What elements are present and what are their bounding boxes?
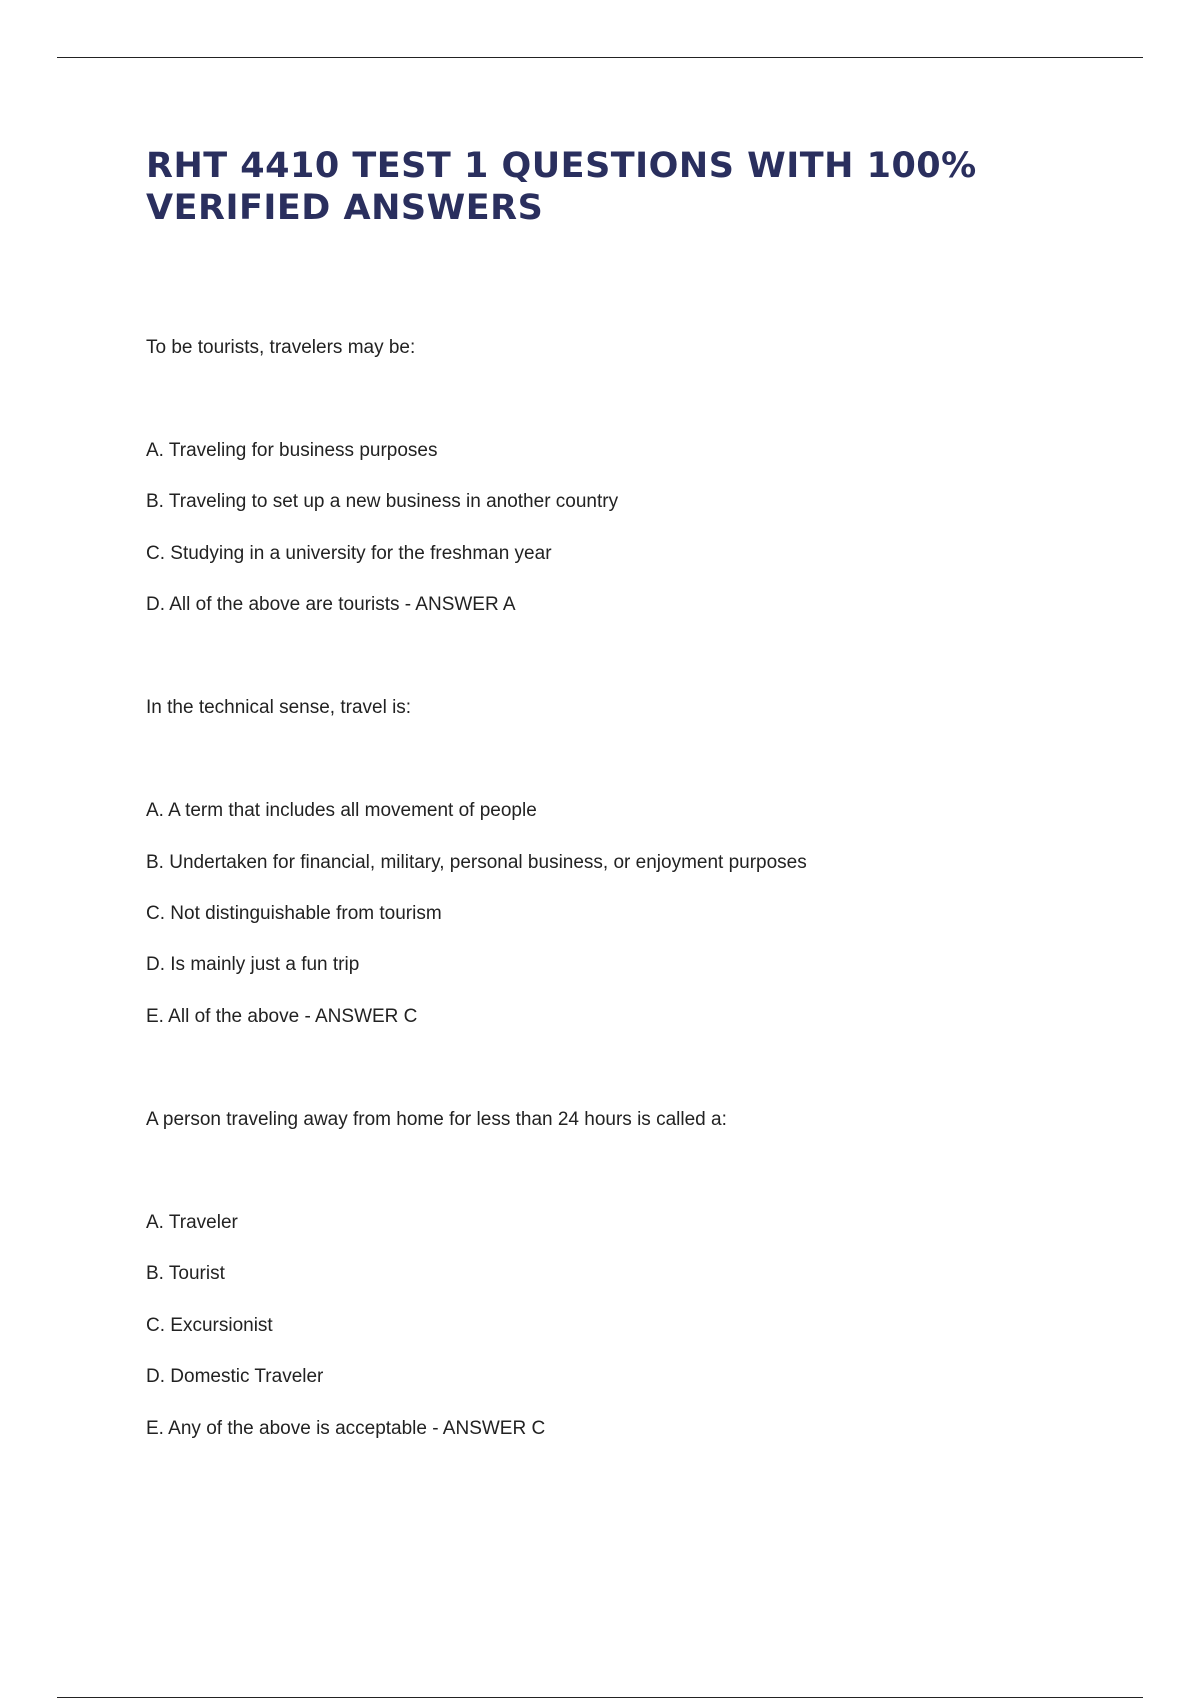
title-line-1: RHT 4410 TEST 1 QUESTIONS WITH 100% — [146, 146, 977, 186]
question-2-option-a: A. A term that includes all movement of people — [146, 800, 537, 821]
question-3-prompt: A person traveling away from home for less than 24 hours is called a: — [146, 1109, 727, 1130]
question-2-option-d: D. Is mainly just a fun trip — [146, 954, 360, 975]
document-title — [146, 145, 1106, 229]
question-3-option-b: B. Tourist — [146, 1263, 225, 1284]
question-3-option-c: C. Excursionist — [146, 1315, 273, 1336]
bottom-divider — [57, 1697, 1143, 1698]
question-2-option-c: C. Not distinguishable from tourism — [146, 903, 442, 924]
question-3-option-d: D. Domestic Traveler — [146, 1366, 324, 1387]
question-1-option-a: A. Traveling for business purposes — [146, 440, 438, 461]
question-2-prompt: In the technical sense, travel is: — [146, 697, 412, 718]
question-3-option-e: E. Any of the above is acceptable - ANSWER C — [146, 1418, 546, 1439]
question-1-option-d: D. All of the above are tourists - ANSWER A — [146, 594, 516, 615]
question-1-prompt: To be tourists, travelers may be: — [146, 337, 416, 358]
question-2-option-e: E. All of the above - ANSWER C — [146, 1006, 418, 1027]
question-1-option-c: C. Studying in a university for the freshman year — [146, 543, 552, 564]
top-divider — [57, 57, 1143, 58]
question-2-option-b: B. Undertaken for financial, military, personal business, or enjoyment purposes — [146, 852, 807, 873]
question-1-option-b: B. Traveling to set up a new business in another country — [146, 491, 619, 512]
question-3-option-a: A. Traveler — [146, 1212, 238, 1233]
title-line-2: VERIFIED ANSWERS — [146, 188, 544, 228]
